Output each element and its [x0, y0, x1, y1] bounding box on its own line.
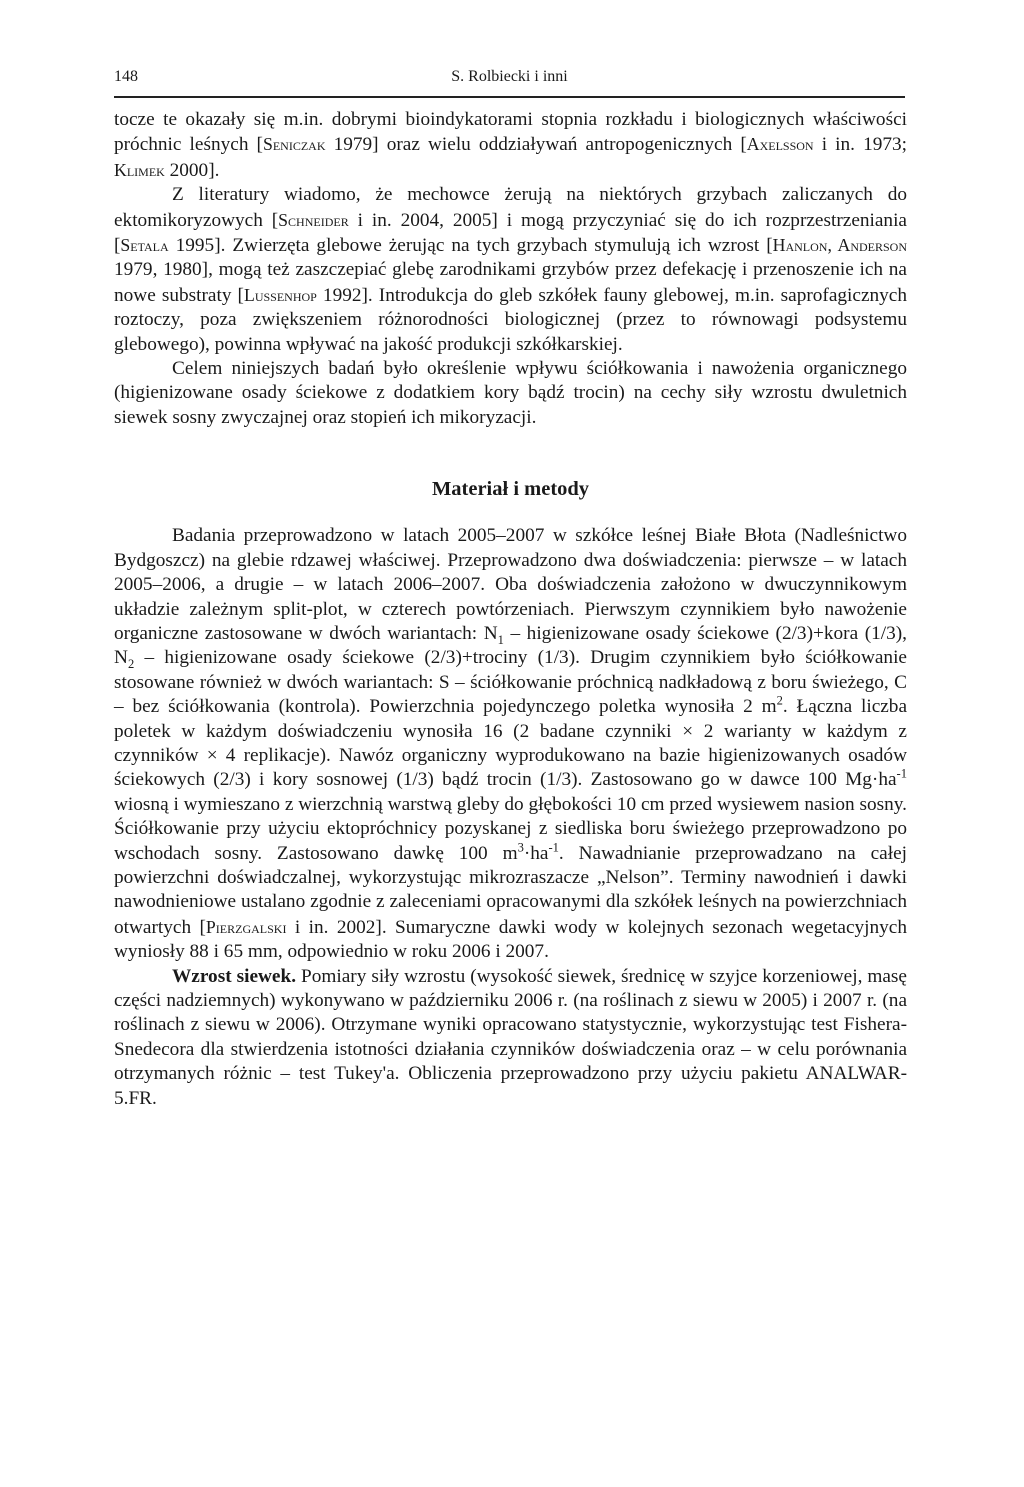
text-run: Badania przeprowadzono w latach 2005–2007 w szkółce leśnej Białe Błota (Nadleśnictwo Bydgoszcz) na glebie rdzawej właściwej. Przeprowadzono dwa doświadczenia: pierwsze – w latach 2005–2006, a drugie – w latach 2006–2007. Oba doświadczenia założono w dwuczynnikowym układzie zależnym split-plot, w czterech powtórzeniach. Pierwszym czynnikiem było nawożenie organiczne zastosowane w dwóch wariantach: N [114, 525, 907, 644]
body-text [114, 108, 907, 1111]
text-run: wiosną i wymieszano z wierzchnią warstwą gleby do głębokości 10 cm przed wysiewem nasion sosny. Ściółkowanie przy użyciu ektopróchnicy pozyskanej z siedliska boru świeżego przeprowadzono po wschodach sosny. Zastosowano dawkę 100 m [114, 793, 907, 864]
paragraph-5 [114, 965, 907, 1111]
citation-author: Seniczak [262, 134, 326, 155]
superscript: 3 [517, 840, 524, 855]
subscript: 2 [127, 657, 135, 672]
paragraph-2 [114, 183, 907, 357]
text-run: 2000]. [164, 159, 220, 181]
text-run: ·ha [523, 842, 549, 864]
superscript: 2 [776, 693, 783, 708]
text-run: i in. 2004, 2005] i mogą przyczyniać się do ich rozprzestrzeniania [ [114, 209, 907, 257]
citation-author: Pierzgalski [205, 916, 287, 937]
citation-author: Hanlon, Anderson [772, 235, 907, 256]
citation-author: Klimek [114, 159, 165, 180]
text-run: – higienizowane osady ściekowe (2/3)+kora (1/3), N [114, 622, 907, 669]
text-run: tocze te okazały się m.in. dobrymi bioindykatorami stopnia rozkładu i biologicznych właściwości próchnic leśnych [ [114, 109, 907, 156]
run-in-heading: Wzrost siewek. [172, 965, 297, 987]
citation-author: Axelsson [746, 134, 814, 155]
page-number: 148 [114, 68, 138, 85]
paragraph-3: Celem niniejszych badań było określenie wpływu ściółkowania i nawożenia organicznego (higienizowane osady ściekowe z dodatkiem kory bądź trocin) na cechy siły wzrostu dwuletnich siewek sosny zwyczajnej oraz stopień ich mikoryzacji. [114, 358, 907, 428]
text-run: 1979, 1980], mogą też zaszczepiać glebę zarodnikami grzybów przez defekację i przenoszenie ich na nowe substraty [ [114, 259, 907, 306]
text-run: – higienizowane osady ściekowe (2/3)+trociny (1/3). Drugim czynnikiem było ściółkowanie stosowane również w dwóch wariantach: S – ściółkowanie próchnicą nadkładową z boru świeżego, C – bez ściółkowania (kontrola). Powierzchnia pojedynczego poletka wynosiła 2 m [114, 647, 907, 718]
superscript: -1 [548, 840, 559, 855]
citation-author: Setala [120, 235, 169, 256]
text-run: 1979] oraz wielu oddziaływań antropogenicznych [ [325, 134, 747, 156]
paragraph-1 [114, 108, 907, 183]
text-run: . Nawadnianie przeprowadzano na całej powierzchni doświadczalnej, wykorzystując mikrozraszacze „Nelson”. Terminy nawodnień i dawki nawodnieniowe ustalano zgodnie z zaleceniami opracowanymi dla szkółek leśnych na powierzchniach otwartych [ [114, 842, 907, 938]
text-run: i in. 1973; [813, 134, 907, 156]
text-run: 1992]. Introdukcja do gleb szkółek fauny glebowej, m.in. saprofagicznych roztoczy, poza zwiększeniem różnorodności biologicznej (przez to równowagi podsystemu glebowego), powinna wpływać na jakość produkcji szkółkarskiej. [114, 284, 908, 355]
page-header [114, 66, 905, 98]
text-run: . Łączna liczba poletek w każdym doświadczeniu wynosiła 16 (2 badane czynniki × 2 warianty w każdym z czynników × 4 replikacje). Nawóz organiczny wyprodukowano na bazie higienizowanych osadów ściekowych (2/3) i kory sosnowej (1/3) bądź trocin (1/3). Zastosowano go w dawce 100 Mg·ha [114, 696, 908, 791]
subscript: 1 [497, 632, 504, 647]
superscript: -1 [896, 766, 907, 781]
running-head: S. Rolbiecki i inni [451, 68, 568, 85]
citation-author: Lussenhop [243, 284, 317, 305]
citation-author: Schneider [278, 209, 349, 230]
text-run: Pomiary siły wzrostu (wysokość siewek, średnicę w szyjce korzeniowej, masę części nadziemnych) wykonywano w październiku 2006 r. (na roślinach z siewu w 2005) i 2007 r. (na roślinach z siewu w 2006). Otrzymane wyniki opracowano statystycznie, wykorzystując test Fishera-Snedecora dla stwierdzenia istotności działania czynników doświadczenia oraz – w celu porównania otrzymanych różnic – test Tukey'a. Obliczenia przeprowadzono przy użyciu pakietu ANALWAR-5.FR. [114, 965, 907, 1109]
text-run: i in. 2002]. Sumaryczne dawki wody w kolejnych sezonach wegetacyjnych wyniosły 88 i 65 mm, odpowiednio w roku 2006 i 2007. [114, 916, 907, 963]
paragraph-4 [114, 524, 907, 964]
section-heading: Materiał i metody [431, 478, 590, 501]
text-run: 1995]. Zwierzęta glebowe żerując na tych grzybach stymulują ich wzrost [ [168, 235, 773, 257]
text-run: Z literatury wiadomo, że mechowce żerują na niektórych grzybach zaliczanych do ektomikoryzowych [ [114, 184, 907, 231]
